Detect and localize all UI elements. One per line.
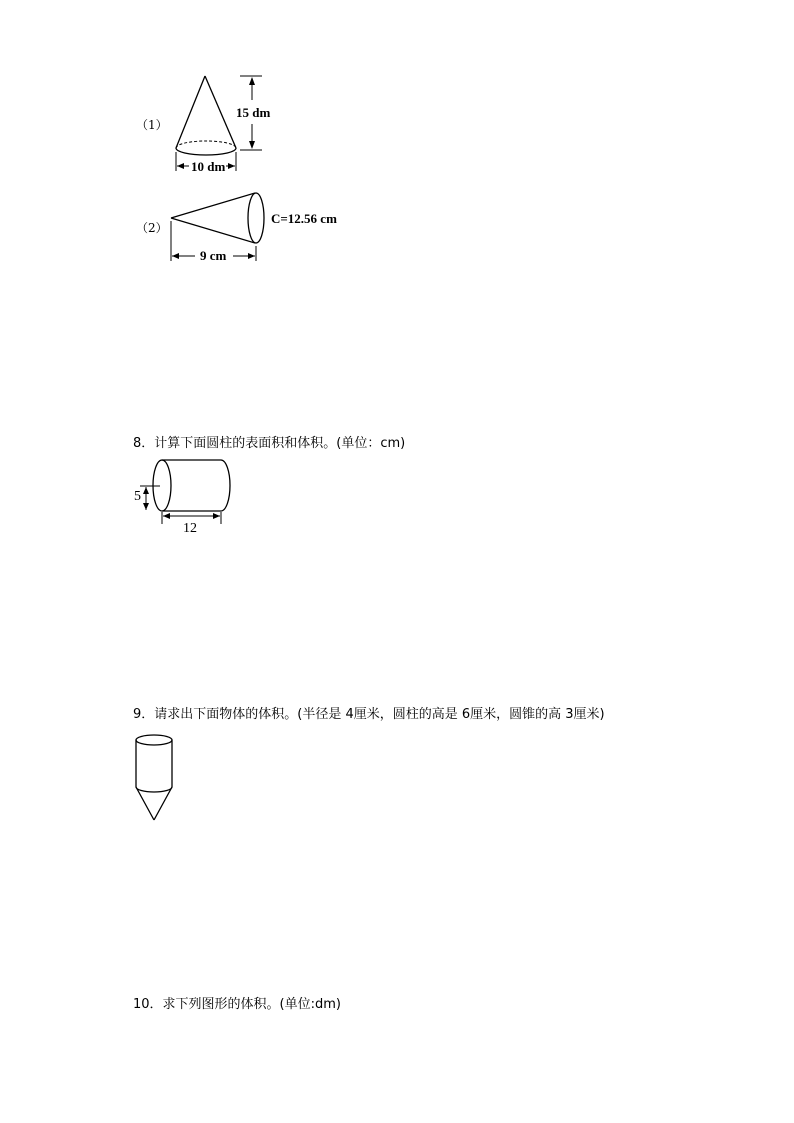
cone1-diameter-label: 10 dm [191,159,226,174]
question-8-text: 8．计算下面圆柱的表面积和体积。(单位：cm) [133,436,406,451]
cone2-circumference-label: C=12.56 cm [271,211,337,226]
cone2-label: （2） [136,221,168,235]
question-10-text: 10．求下列图形的体积。(单位:dm) [133,997,341,1012]
cone1-label: （1） [136,118,168,132]
cone2-length-label: 9 cm [200,248,227,263]
cone1-height-label: 15 dm [236,105,271,120]
cylinder-length-label: 12 [183,521,197,536]
question-9-text: 9．请求出下面物体的体积。(半径是 4厘米，圆柱的高是 6厘米，圆锥的高 3厘米) [133,707,605,722]
cylinder-radius-label: 5 [134,489,141,504]
